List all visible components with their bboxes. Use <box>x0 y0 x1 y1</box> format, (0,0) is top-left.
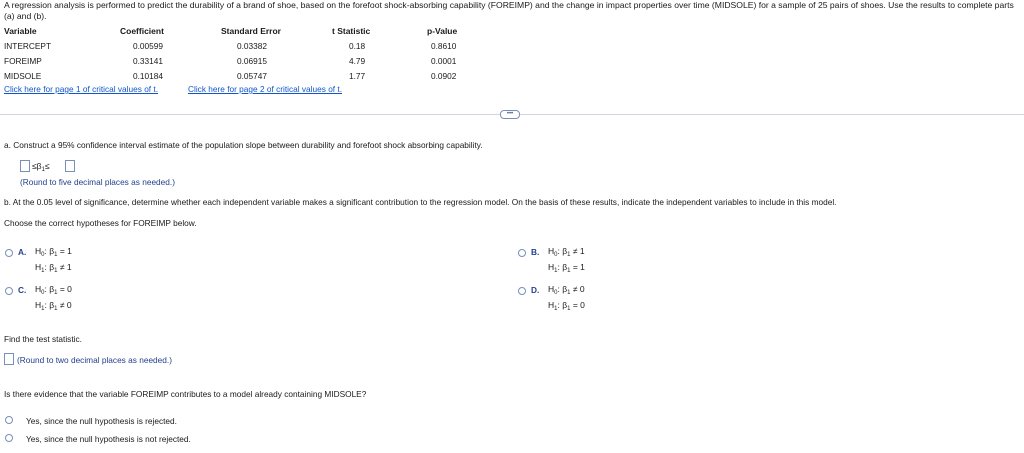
ci-le-beta: ≤β <box>32 161 42 171</box>
option-b-hypotheses <box>548 245 585 277</box>
table-cell-p-value: 0.0001 <box>431 56 457 66</box>
table-cell-variable: INTERCEPT <box>4 41 52 51</box>
option-a-label: A. <box>18 247 27 257</box>
option-d-h1: $H_1$: $\beta_1 = 0$ <box>548 300 585 312</box>
option-c-label: C. <box>18 285 27 295</box>
ci-le: ≤ <box>44 161 50 171</box>
option-a-hypotheses <box>35 245 72 277</box>
table-cell-p-value: 0.8610 <box>431 41 457 51</box>
option-b-radio[interactable] <box>518 249 526 257</box>
evidence-option-rejected-label: Yes, since the null hypothesis is rejected. <box>26 416 177 426</box>
test-statistic-rounding-hint: (Round to two decimal places as needed.) <box>17 355 172 365</box>
table-cell-coefficient: 0.10184 <box>133 71 163 81</box>
option-d-label: D. <box>531 285 540 295</box>
ci-lower-input[interactable] <box>20 160 30 172</box>
table-cell-variable: MIDSOLE <box>4 71 42 81</box>
table-cell-standard-error: 0.05747 <box>237 71 267 81</box>
option-c-radio[interactable] <box>5 287 13 295</box>
test-statistic-input[interactable] <box>4 353 14 365</box>
ci-beta-subscript: 1 <box>41 167 45 173</box>
ci-interval-expression <box>32 161 50 173</box>
table-header-coefficient: Coefficient <box>120 26 164 36</box>
table-header-p-value: p-Value <box>427 26 458 36</box>
table-cell-t-statistic: 1.77 <box>349 71 366 81</box>
part-a-question: a. Construct a 95% confidence interval estimate of the population slope between durability and forefoot shock absorbing capability. <box>4 140 483 150</box>
table-header-t-statistic: t Statistic <box>332 26 371 36</box>
evidence-option-rejected-radio[interactable] <box>5 416 13 424</box>
option-d-radio[interactable] <box>518 287 526 295</box>
table-cell-standard-error: 0.03382 <box>237 41 267 51</box>
more-options-button[interactable]: ••• <box>500 110 520 119</box>
part-b-question: b. At the 0.05 level of significance, determine whether each independent variable makes a significant contribution to the regression model. On the basis of these results, indicate the independent variables to include in this model. <box>4 197 837 207</box>
option-b-label: B. <box>531 247 540 257</box>
choose-hypotheses-prompt: Choose the correct hypotheses for FOREIMP below. <box>4 218 197 228</box>
critical-values-page-2-link[interactable]: Click here for page 2 of critical values of t. <box>188 84 343 94</box>
table-cell-coefficient: 0.00599 <box>133 41 163 51</box>
option-d-h0: $H_0$: $\beta_1 \ne 0$ <box>548 284 585 296</box>
table-header-standard-error: Standard Error <box>221 26 281 36</box>
table-cell-t-statistic: 4.79 <box>349 56 366 66</box>
option-b-h1: $H_1$: $\beta_1 = 1$ <box>548 262 585 274</box>
table-cell-coefficient: 0.33141 <box>133 56 163 66</box>
critical-values-page-1-link[interactable]: Click here for page 1 of critical values of t. <box>4 84 159 94</box>
evidence-option-not-rejected-radio[interactable] <box>5 434 13 442</box>
ci-upper-input[interactable] <box>65 160 75 172</box>
problem-intro: A regression analysis is performed to predict the durability of a brand of shoe, based on the forefoot shock-absorbing capability (FOREIMP) and the change in impact properties over time (MIDSOLE) for a sample of 25 pairs of shoes. Use the results to complete parts (a) and (b). <box>4 0 1014 21</box>
test-statistic-prompt: Find the test statistic. <box>4 334 82 344</box>
option-c-hypotheses <box>35 283 72 315</box>
table-header-variable: Variable <box>4 26 37 36</box>
part-a-rounding-hint: (Round to five decimal places as needed.) <box>20 177 175 187</box>
evidence-option-not-rejected-label: Yes, since the null hypothesis is not rejected. <box>26 434 191 444</box>
option-c-h0: $H_0$: $\beta_1 = 0$ <box>35 284 72 296</box>
option-c-h1: $H_1$: $\beta_1 \ne 0$ <box>35 300 72 312</box>
table-cell-p-value: 0.0902 <box>431 71 457 81</box>
option-a-h0: $H_0$: $\beta_1 = 1$ <box>35 246 72 258</box>
option-d-hypotheses <box>548 283 585 315</box>
table-cell-variable: FOREIMP <box>4 56 42 66</box>
option-a-h1: $H_1$: $\beta_1 \ne 1$ <box>35 262 72 274</box>
table-cell-standard-error: 0.06915 <box>237 56 267 66</box>
table-cell-t-statistic: 0.18 <box>349 41 366 51</box>
evidence-question: Is there evidence that the variable FOREIMP contributes to a model already containing MIDSOLE? <box>4 389 367 399</box>
option-b-h0: $H_0$: $\beta_1 \ne 1$ <box>548 246 585 258</box>
option-a-radio[interactable] <box>5 249 13 257</box>
